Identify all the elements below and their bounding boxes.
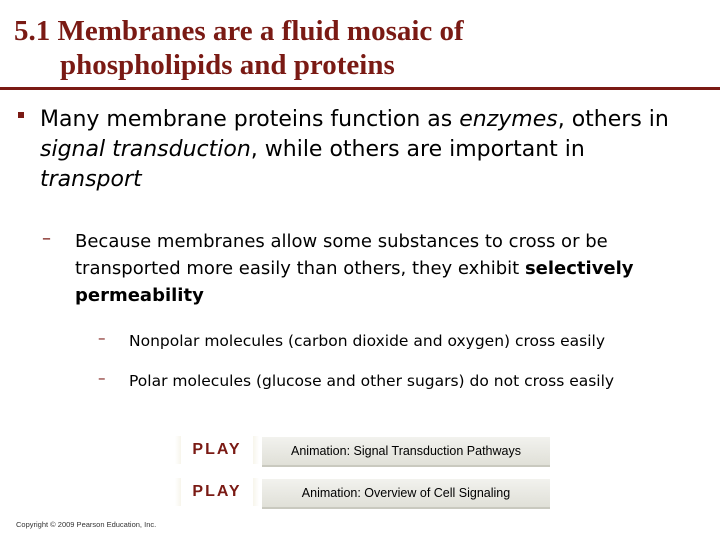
- main-bullet-part-2: , others in: [557, 107, 669, 132]
- play-button-signal-transduction[interactable]: PLAY: [181, 436, 253, 464]
- title-line-1: 5.1 Membranes are a fluid mosaic of: [14, 15, 464, 47]
- sub-bullet-text: [75, 228, 695, 309]
- animation-link-signal-transduction[interactable]: Animation: Signal Transduction Pathways: [262, 437, 550, 467]
- square-bullet-icon: [18, 112, 24, 118]
- sub-bullet-dash: –: [42, 228, 51, 249]
- sub-sub-bullet-nonpolar: Nonpolar molecules (carbon dioxide and oxygen) cross easily: [129, 332, 606, 350]
- main-bullet-italic-3: transport: [40, 167, 142, 192]
- play-button-cell-signaling[interactable]: PLAY: [181, 478, 253, 506]
- sub-bullet-bold: selectively permeability: [75, 258, 634, 306]
- title-line-2: phospholipids and proteins: [60, 49, 395, 81]
- main-bullet-part-1: Many membrane proteins function as: [40, 107, 460, 132]
- sub-sub-bullet-polar: Polar molecules (glucose and other sugars) do not cross easily: [129, 372, 615, 390]
- main-bullet-text: [40, 105, 690, 195]
- main-bullet-italic-1: enzymes: [459, 107, 558, 132]
- sub-sub-bullet-dash: –: [98, 329, 106, 347]
- sub-bullet-body: Because membranes allow some substances to cross or be transported more easily than others, they exhibit: [75, 231, 608, 279]
- main-bullet-italic-2: signal transduction: [40, 137, 251, 162]
- animation-link-cell-signaling[interactable]: Animation: Overview of Cell Signaling: [262, 479, 550, 509]
- sub-sub-bullet-dash: –: [98, 369, 106, 387]
- copyright-notice: Copyright © 2009 Pearson Education, Inc.: [16, 520, 157, 529]
- slide-title: [14, 14, 704, 82]
- main-bullet-part-3: , while others are important in: [250, 137, 585, 162]
- title-divider: [0, 87, 720, 90]
